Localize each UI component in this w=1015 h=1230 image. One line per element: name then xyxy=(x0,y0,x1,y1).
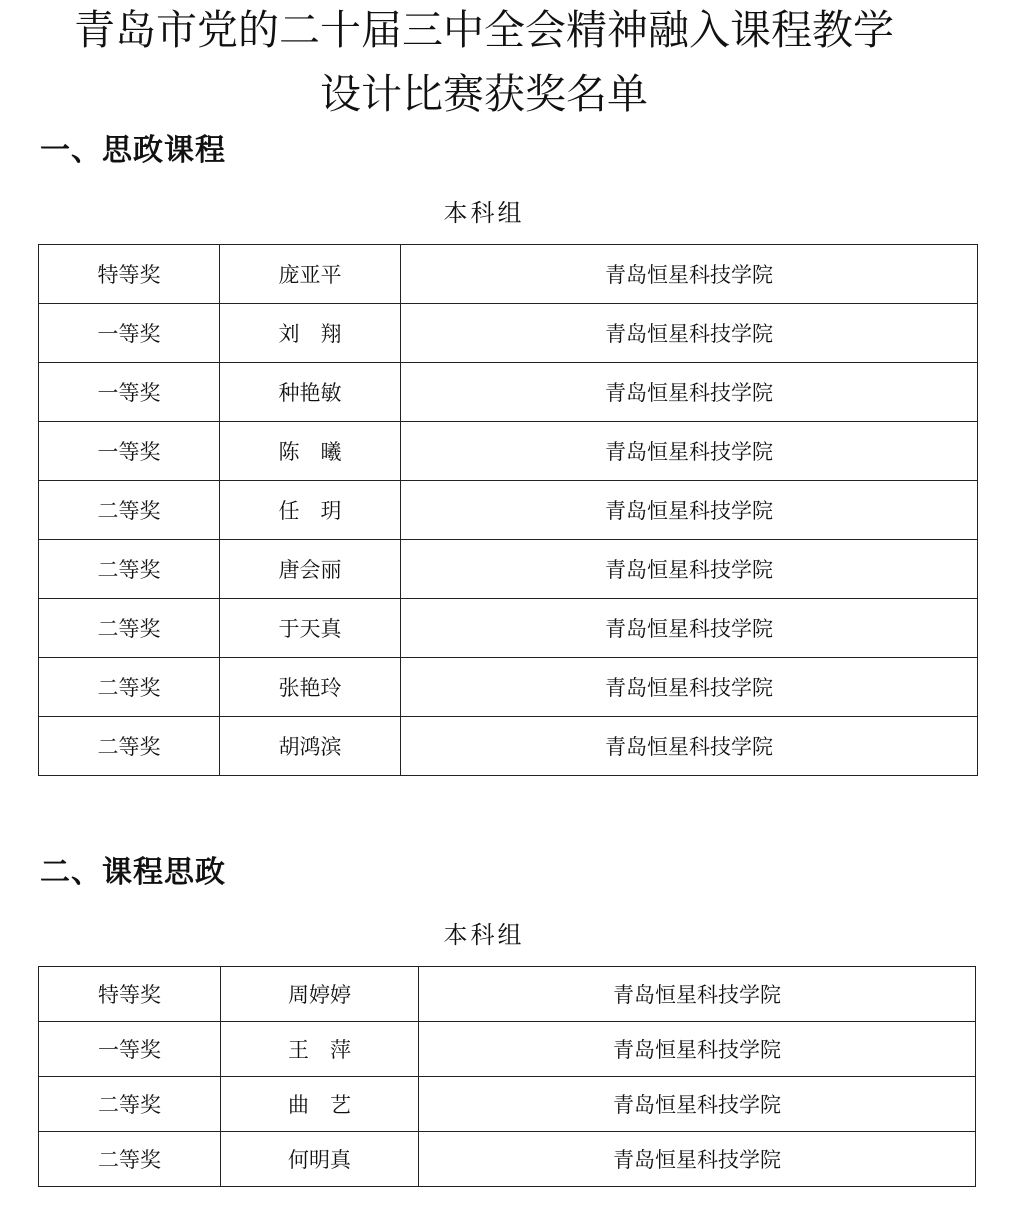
award-cell: 二等奖 xyxy=(39,540,220,599)
table-row xyxy=(39,304,978,363)
award-cell: 一等奖 xyxy=(39,1022,221,1077)
name-cell: 庞亚平 xyxy=(220,245,401,304)
award-cell: 二等奖 xyxy=(39,717,220,776)
document-title-line-2: 设计比赛获奖名单 xyxy=(320,70,648,118)
section-heading-course-ideology: 二、课程思政 xyxy=(40,855,226,890)
name-cell: 陈 曦 xyxy=(220,422,401,481)
awards-table-course-ideology xyxy=(38,966,976,1187)
school-cell: 青岛恒星科技学院 xyxy=(401,658,978,717)
table-row xyxy=(39,1132,976,1187)
school-cell: 青岛恒星科技学院 xyxy=(401,245,978,304)
award-cell: 二等奖 xyxy=(39,1132,221,1187)
school-cell: 青岛恒星科技学院 xyxy=(419,1132,976,1187)
table-row xyxy=(39,363,978,422)
table-row xyxy=(39,481,978,540)
table-row xyxy=(39,717,978,776)
award-cell: 二等奖 xyxy=(39,599,220,658)
awards-table-ideological-courses xyxy=(38,244,978,776)
school-cell: 青岛恒星科技学院 xyxy=(401,422,978,481)
table-row xyxy=(39,540,978,599)
table-row xyxy=(39,245,978,304)
award-cell: 一等奖 xyxy=(39,304,220,363)
award-cell: 一等奖 xyxy=(39,363,220,422)
name-cell: 种艳敏 xyxy=(220,363,401,422)
award-cell: 二等奖 xyxy=(39,481,220,540)
school-cell: 青岛恒星科技学院 xyxy=(401,599,978,658)
table-row xyxy=(39,1022,976,1077)
name-cell: 刘 翔 xyxy=(220,304,401,363)
table-row xyxy=(39,658,978,717)
school-cell: 青岛恒星科技学院 xyxy=(401,717,978,776)
school-cell: 青岛恒星科技学院 xyxy=(401,481,978,540)
name-cell: 张艳玲 xyxy=(220,658,401,717)
subgroup-label-undergraduate: 本科组 xyxy=(443,921,525,949)
name-cell: 何明真 xyxy=(221,1132,419,1187)
name-cell: 于天真 xyxy=(220,599,401,658)
name-cell: 唐会丽 xyxy=(220,540,401,599)
document-title-line-1: 青岛市党的二十届三中全会精神融入课程教学 xyxy=(74,6,894,54)
subgroup-label-undergraduate: 本科组 xyxy=(443,199,525,227)
school-cell: 青岛恒星科技学院 xyxy=(419,1077,976,1132)
name-cell: 王 萍 xyxy=(221,1022,419,1077)
award-cell: 二等奖 xyxy=(39,1077,221,1132)
table-row xyxy=(39,599,978,658)
table-row xyxy=(39,422,978,481)
award-cell: 特等奖 xyxy=(39,245,220,304)
table-row xyxy=(39,967,976,1022)
school-cell: 青岛恒星科技学院 xyxy=(401,363,978,422)
school-cell: 青岛恒星科技学院 xyxy=(419,967,976,1022)
name-cell: 曲 艺 xyxy=(221,1077,419,1132)
table-row xyxy=(39,1077,976,1132)
award-cell: 一等奖 xyxy=(39,422,220,481)
name-cell: 任 玥 xyxy=(220,481,401,540)
school-cell: 青岛恒星科技学院 xyxy=(419,1022,976,1077)
name-cell: 周婷婷 xyxy=(221,967,419,1022)
section-heading-ideological-courses: 一、思政课程 xyxy=(40,133,226,168)
name-cell: 胡鸿滨 xyxy=(220,717,401,776)
school-cell: 青岛恒星科技学院 xyxy=(401,304,978,363)
school-cell: 青岛恒星科技学院 xyxy=(401,540,978,599)
award-cell: 二等奖 xyxy=(39,658,220,717)
award-cell: 特等奖 xyxy=(39,967,221,1022)
